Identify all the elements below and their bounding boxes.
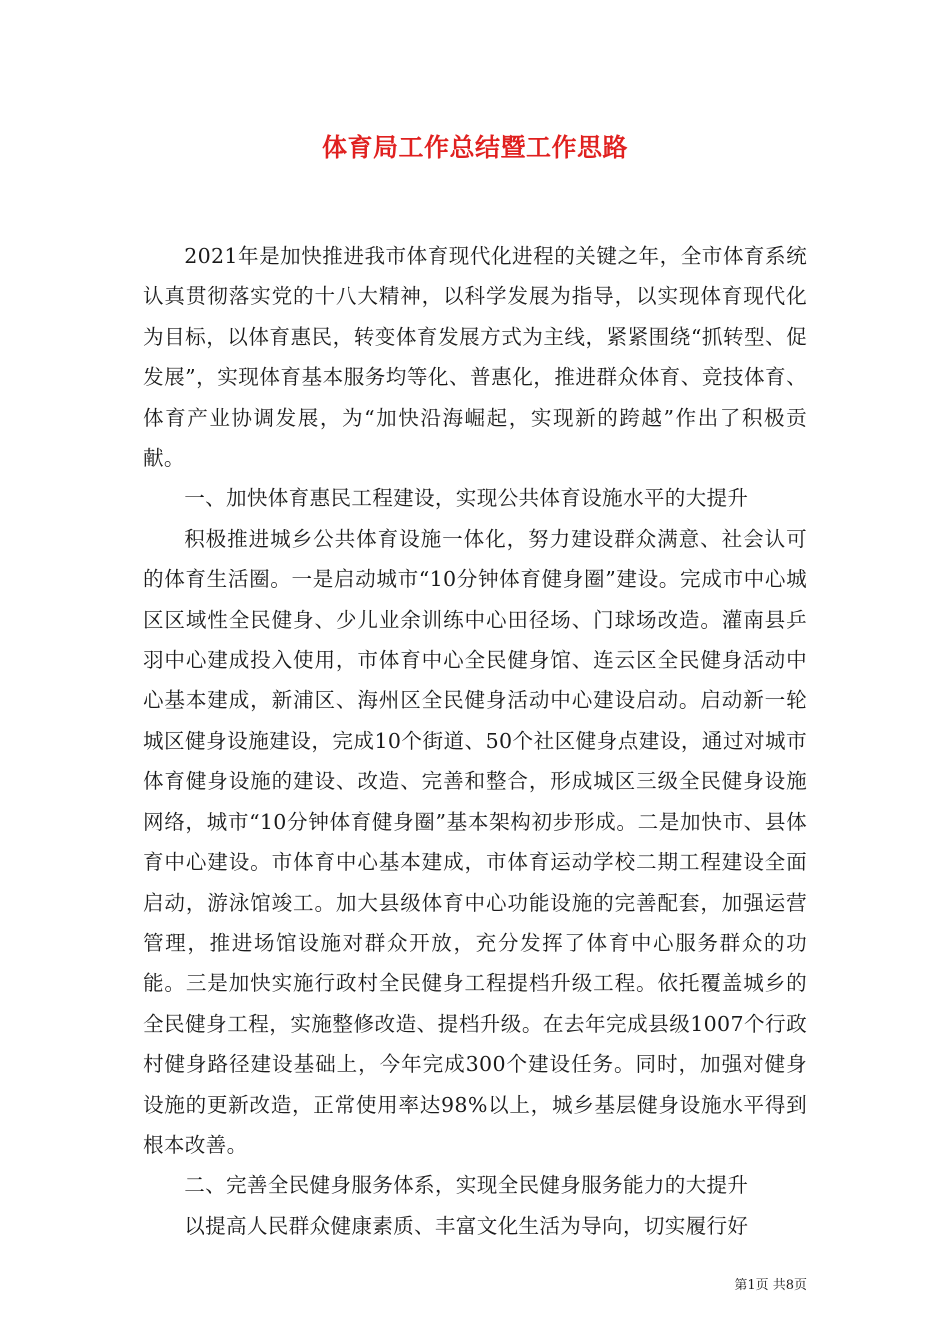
intro-paragraph: 2021年是加快推进我市体育现代化进程的关键之年，全市体育系统认真贯彻落实党的十八大精神，以科学发展为指导，以实现体育现代化为目标，以体育惠民，转变体育发展方式为主线，紧紧围绕“抓转型、促发展”，实现体育基本服务均等化、普惠化，推进群众体育、竞技体育、体育产业协调发展，为“加快沿海崛起，实现新的跨越”作出了积极贡献。 <box>143 244 807 471</box>
section-2-paragraph: 以提高人民群众健康素质、丰富文化生活为导向，切实履行好 <box>184 1213 749 1238</box>
page-number-footer: 第1页 共8页 <box>734 1278 807 1293</box>
section-1-paragraph: 积极推进城乡公共体育设施一体化，努力建设群众满意、社会认可的体育生活圈。一是启动城市“10分钟体育健身圈”建设。完成市中心城区区域性全民健身、少儿业余训练中心田径场、门球场改造。灌南县乒羽中心建成投入使用，市体育中心全民健身馆、连云区全民健身活动中心基本建成，新浦区、海州区全民健身活动中心建设启动。启动新一轮城区健身设施建设，完成10个街道、50个社区健身点建设，通过对城市体育健身设施的建设、改造、完善和整合，形成城区三级全民健身设施网络，城市“10分钟体育健身圈”基本架构初步形成。二是加快市、县体育中心建设。市体育中心基本建成，市体育运动学校二期工程建设全面启动，游泳馆竣工。加大县级体育中心功能设施的完善配套，加强运营管理，推进场馆设施对群众开放，充分发挥了体育中心服务群众的功能。三是加快实施行政村全民健身工程提档升级工程。依托覆盖城乡的全民健身工程，实施整修改造、提档升级。在去年完成县级1007个行政村健身路径建设基础上，今年完成300个建设任务。同时，加强对健身设施的更新改造，正常使用率达98%以上，城乡基层健身设施水平得到根本改善。 <box>143 526 807 1157</box>
section-heading-2: 二、完善全民健身服务体系，实现全民健身服务能力的大提升 <box>184 1173 749 1198</box>
section-heading-1: 一、加快体育惠民工程建设，实现公共体育设施水平的大提升 <box>184 486 749 511</box>
document-title: 体育局工作总结暨工作思路 <box>321 133 628 162</box>
document-body <box>143 236 807 1246</box>
